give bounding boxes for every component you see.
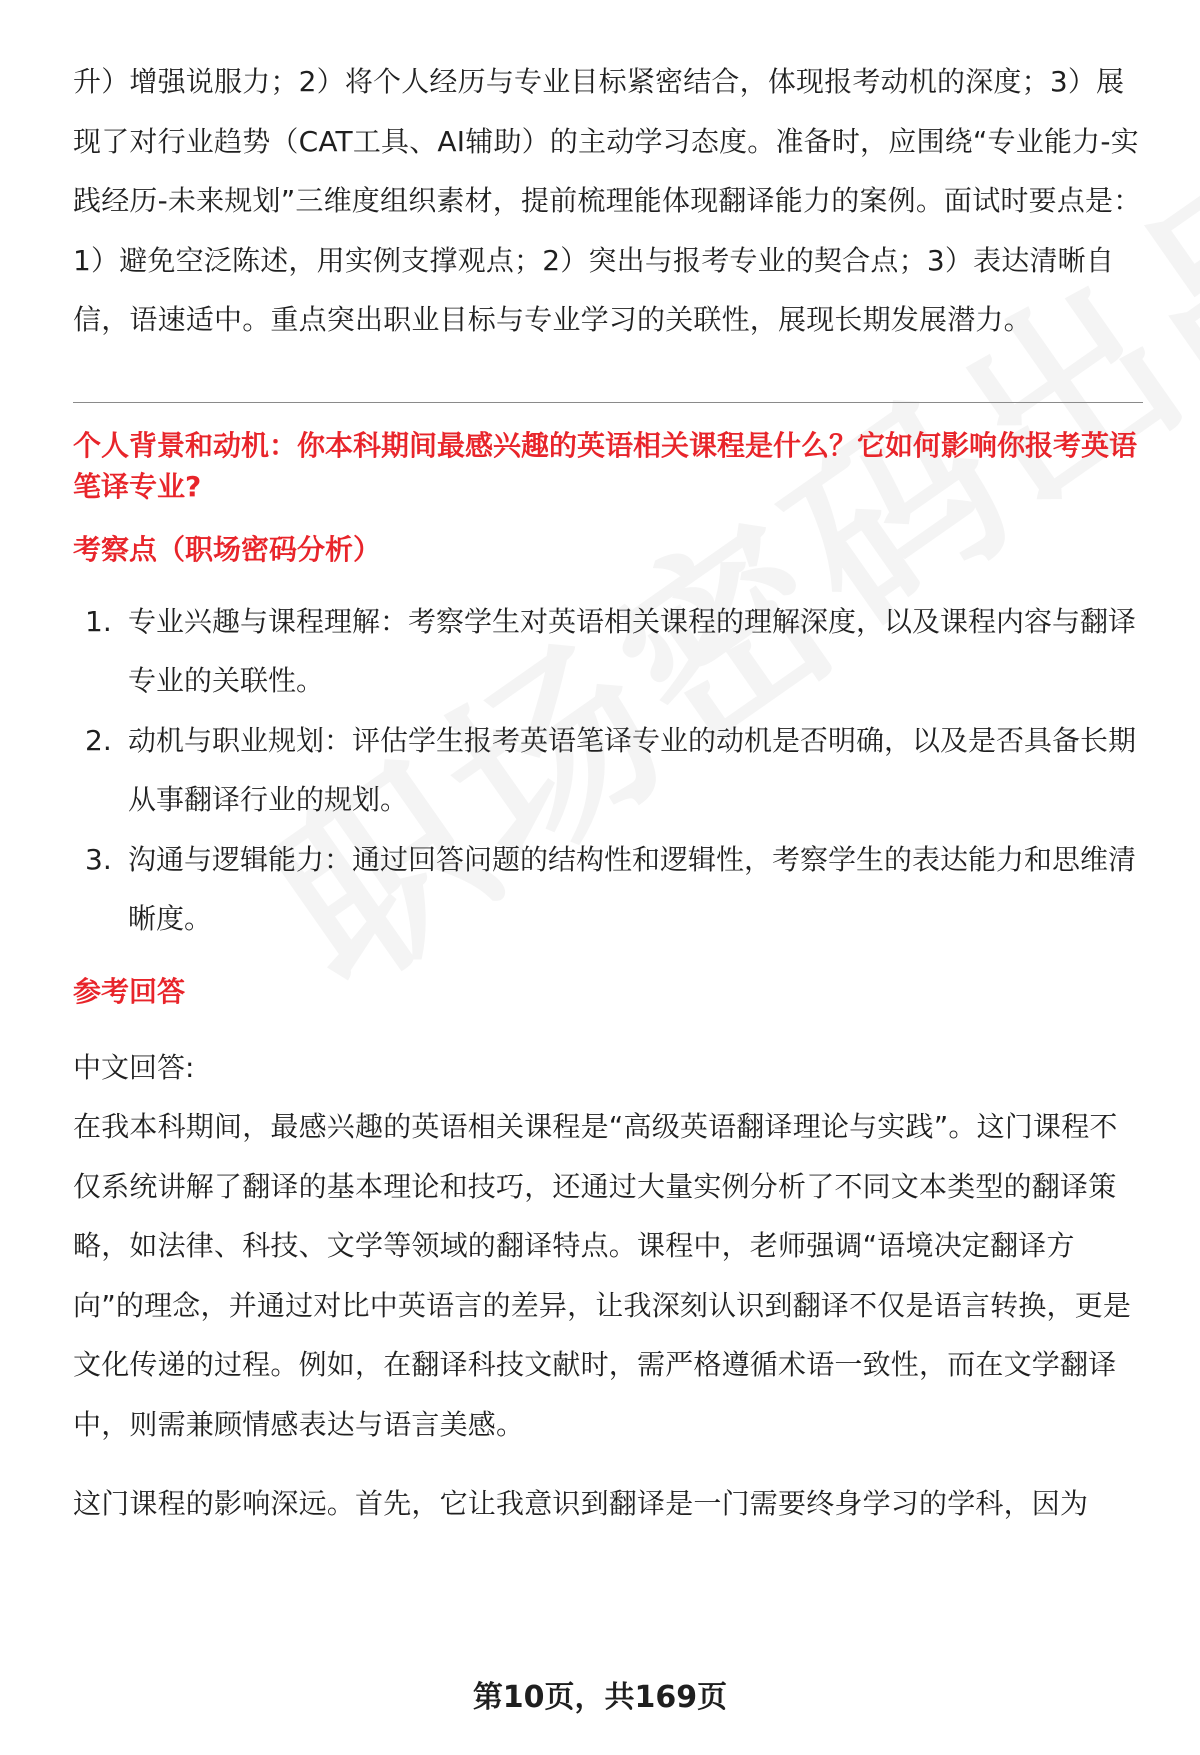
document-page (73, 52, 1143, 1534)
answer-paragraph: 在我本科期间，最感兴趣的英语相关课程是“高级英语翻译理论与实践”。这门课程不仅系统讲解了翻译的基本理论和技巧，还通过大量实例分析了不同文本类型的翻译策略，如法律、科技、文学等领域的翻译特点。课程中，老师强调“语境决定翻译方向”的理念，并通过对比中英语言的差异，让我深刻认识到翻译不仅是语言转换，更是文化传递的过程。例如，在翻译科技文献时，需严格遵循术语一致性，而在文学翻译中，则需兼顾情感表达与语言美感。 (73, 1110, 1132, 1441)
points-heading: 考察点（职场密码分析） (73, 532, 382, 566)
list-item-number: 2. (85, 723, 112, 757)
list-item-text: 沟通与逻辑能力：通过回答问题的结构性和逻辑性，考察学生的表达能力和思维清晰度。 (128, 842, 1137, 935)
question-heading: 个人背景和动机：你本科期间最感兴趣的英语相关课程是什么？它如何影响你报考英语笔译专业? (73, 428, 1138, 503)
points-list (73, 592, 1143, 949)
answer-paragraph: 这门课程的影响深远。首先，它让我意识到翻译是一门需要终身学习的学科，因为 (73, 1487, 1089, 1520)
answer-language-label: 中文回答: (73, 1050, 195, 1084)
list-item-text: 专业兴趣与课程理解：考察学生对英语相关课程的理解深度，以及课程内容与翻译专业的关联性。 (128, 604, 1137, 697)
list-item (73, 592, 1143, 711)
list-item (73, 711, 1143, 830)
answer-heading: 参考回答 (73, 974, 186, 1008)
page-number-footer: 第10页，共169页 (472, 1680, 728, 1715)
intro-paragraph: 升）增强说服力；2）将个人经历与专业目标紧密结合，体现报考动机的深度；3）展现了对行业趋势（CAT工具、AI辅助）的主动学习态度。准备时，应围绕“专业能力-实践经历-未来规划”三维度组织素材，提前梳理能体现翻译能力的案例。面试时要点是：1）避免空泛陈述，用实例支撑观点；2）突出与报考专业的契合点；3）表达清晰自信，语速适中。重点突出职业目标与专业学习的关联性，展现长期发展潜力。 (73, 65, 1142, 336)
section-divider (73, 402, 1143, 403)
list-item-number: 1. (85, 604, 112, 638)
list-item-text: 动机与职业规划：评估学生报考英语笔译专业的动机是否明确，以及是否具备长期从事翻译行业的规划。 (128, 723, 1137, 816)
list-item (73, 830, 1143, 949)
list-item-number: 3. (85, 842, 112, 876)
